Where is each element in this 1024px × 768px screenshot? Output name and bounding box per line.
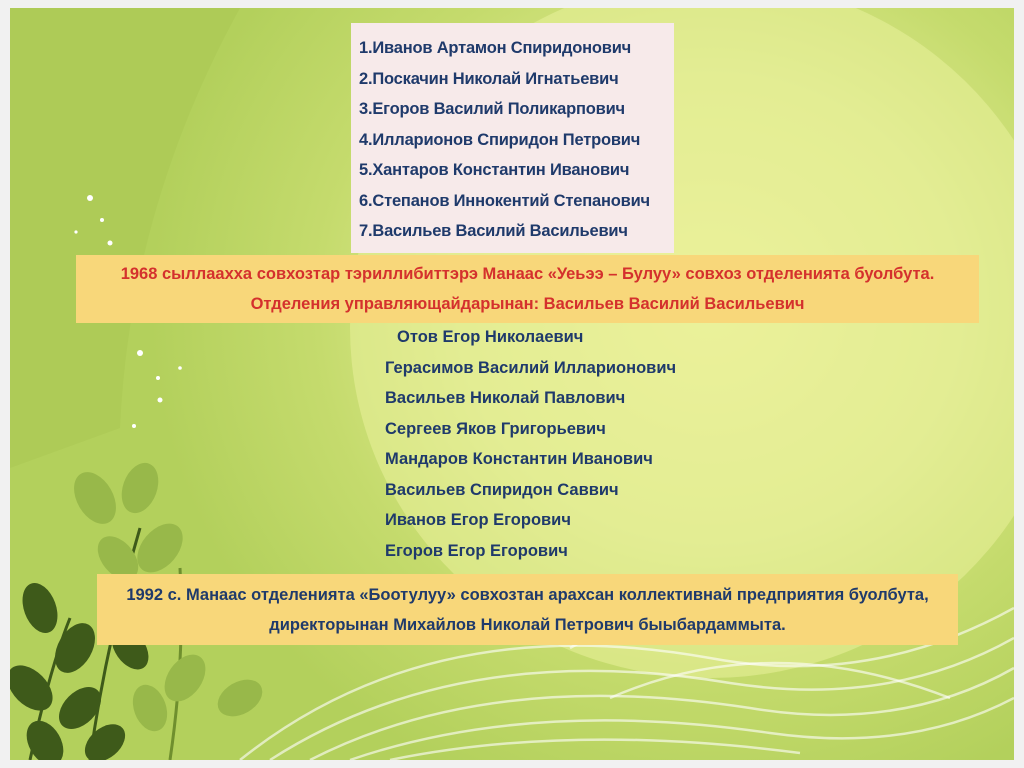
- list-item: 4.Илларионов Спиридон Петрович: [359, 130, 641, 149]
- first-list-box: [351, 23, 674, 253]
- list-item: 2.Поскачин Николай Игнатьевич: [359, 69, 619, 88]
- list-item: Васильев Спиридон Саввич: [385, 480, 619, 499]
- list-item: Сергеев Яков Григорьевич: [385, 419, 606, 438]
- banner-1968-line2: Отделения управляющайдарынан: Васильев Василий Васильевич: [250, 295, 805, 313]
- managers-list: [385, 322, 676, 566]
- list-item: 5.Хантаров Константин Иванович: [359, 161, 630, 179]
- list-item: 7.Васильев Василий Васильевич: [359, 222, 628, 240]
- list-item: Васильев Николай Павлович: [385, 389, 626, 407]
- banner-1968: [76, 255, 979, 323]
- banner-1992-line1: 1992 с. Манаас отделенията «Боотулуу» совхозтан арахсан коллективнай предприятия буолбута,: [126, 586, 929, 604]
- list-item: Герасимов Василий Илларионович: [385, 358, 677, 377]
- list-item: Егоров Егор Егорович: [385, 541, 568, 560]
- banner-1992: [97, 574, 958, 645]
- list-item: Мандаров Константин Иванович: [385, 450, 653, 468]
- list-item: Отов Егор Николаевич: [397, 328, 584, 346]
- list-item: 3.Егоров Василий Поликарпович: [359, 100, 625, 118]
- list-item: Иванов Егор Егорович: [385, 511, 571, 529]
- first-list: [351, 23, 674, 247]
- slide: [10, 8, 1014, 760]
- banner-1968-line1: 1968 сыллаахха совхозтар тэриллибиттэрэ Манаас «Уеьээ – Булуу» совхоз отделенията буолбута.: [120, 265, 935, 283]
- list-item: 1.Иванов Артамон Спиридонович: [359, 39, 632, 57]
- list-item: 6.Степанов Иннокентий Степанович: [359, 191, 650, 210]
- banner-1992-line2: директорынан Михайлов Николай Петрович быыбардаммыта.: [269, 616, 786, 634]
